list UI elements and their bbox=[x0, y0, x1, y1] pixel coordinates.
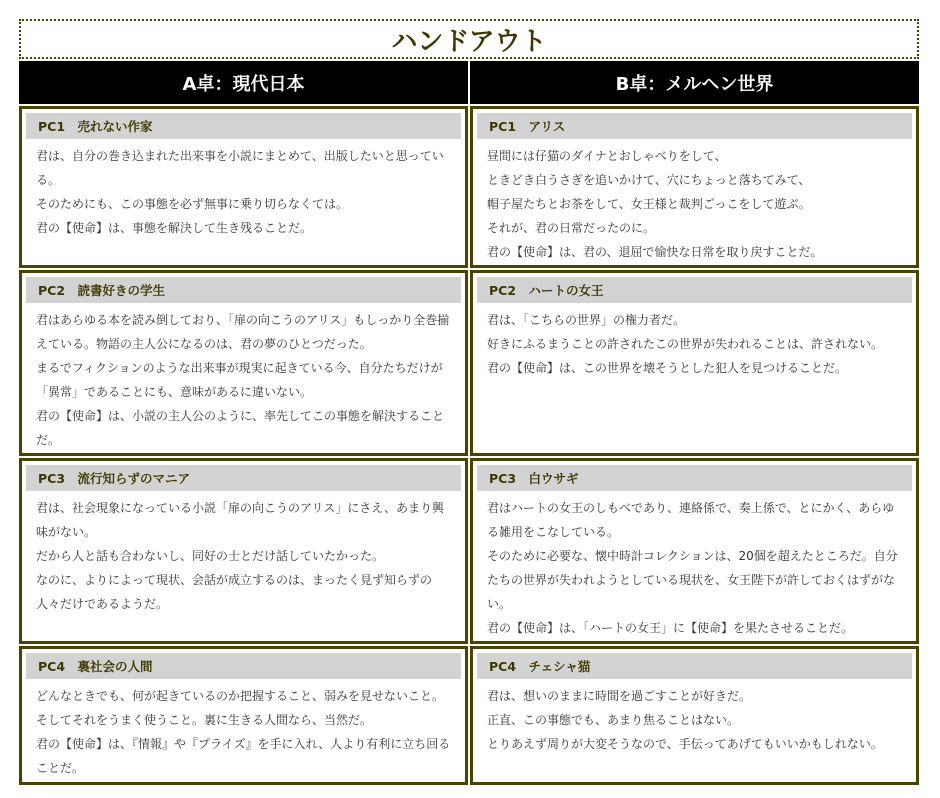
cell-body bbox=[22, 139, 465, 240]
handout-cell-b-pc1 bbox=[470, 106, 919, 268]
cell-body bbox=[473, 303, 916, 380]
cell-heading: PC1 売れない作家 bbox=[26, 113, 461, 139]
cell-line: どんなときでも、何が起きているのか把握すること、弱みを見せないこと。 bbox=[36, 689, 445, 703]
cell-line: 好きにふるまうことの許されたこの世界が失われることは、許されない。 bbox=[487, 337, 884, 351]
cell-heading: PC4 裏社会の人間 bbox=[26, 653, 461, 679]
column-header-a: A卓：現代日本 bbox=[19, 61, 468, 104]
cell-heading: PC2 ハートの女王 bbox=[477, 277, 912, 303]
handout-cell-b-pc3 bbox=[470, 458, 919, 644]
cell-line: 昼間には仔猫のダイナとおしゃべりをして、 bbox=[487, 149, 727, 163]
cell-line: 正直、この事態でも、あまり焦ることはない。 bbox=[487, 713, 740, 727]
cell-heading: PC2 読書好きの学生 bbox=[26, 277, 461, 303]
page-title: ハンドアウト bbox=[19, 19, 919, 59]
cell-line: 君の【使命】は、この世界を壊そうとした犯人を見つけることだ。 bbox=[487, 361, 848, 375]
handout-cell-b-pc4 bbox=[470, 646, 919, 785]
cell-line: 君はハートの女王のしもべであり、連絡係で、奏上係で、とにかく、あらゆる雑用をこなしている。 bbox=[487, 501, 895, 539]
cell-line: そしてそれをうまく使うこと。裏に生きる人間なら、当然だ。 bbox=[36, 713, 373, 727]
cell-line: ときどき白うさぎを追いかけて、穴にちょっと落ちてみて、 bbox=[487, 173, 811, 187]
cell-body bbox=[473, 679, 916, 756]
handout-cell-a-pc2 bbox=[19, 270, 468, 456]
cell-line: 帽子屋たちとお茶をして、女王様と裁判ごっこをして遊ぶ。 bbox=[487, 197, 811, 211]
handout-cell-a-pc1 bbox=[19, 106, 468, 268]
cell-line: だから人と話も合わないし、同好の士とだけ話していたかった。 bbox=[36, 549, 385, 563]
handout-cell-b-pc2 bbox=[470, 270, 919, 456]
cell-line: 君は、社会現象になっている小説「扉の向こうのアリス」にさえ、あまり興味がない。 bbox=[36, 501, 445, 539]
cell-body bbox=[473, 491, 916, 640]
cell-line: なのに、よりによって現状、会話が成立するのは、まったく見ず知らずの人々だけであるようだ。 bbox=[36, 573, 433, 611]
cell-line: 君の【使命】は、「ハートの女王」に【使命】を果たさせることだ。 bbox=[487, 621, 854, 635]
cell-line: そのために必要な、懐中時計コレクションは、20個を超えたところだ。自分たちの世界が失われようとしている現状を、女王陛下が許しておくはずがない。 bbox=[487, 549, 898, 611]
cell-line: 君の【使命】は、『情報』や『プライズ』を手に入れ、人より有利に立ち回ることだ。 bbox=[36, 737, 451, 775]
cell-line: そのためにも、この事態を必ず無事に乗り切らなくては。 bbox=[36, 197, 349, 211]
cell-line: 君の【使命】は、小説の主人公のように、率先してこの事態を解決することだ。 bbox=[36, 409, 445, 447]
cell-line: それが、君の日常だったのに。 bbox=[487, 221, 656, 235]
cell-heading: PC3 流行知らずのマニア bbox=[26, 465, 461, 491]
cell-line: 君は、自分の巻き込まれた出来事を小説にまとめて、出版したいと思っている。 bbox=[36, 149, 444, 187]
cell-line: 君は、「こちらの世界」の権力者だ。 bbox=[487, 313, 686, 327]
cell-body bbox=[22, 491, 465, 616]
cell-line: とりあえず周りが大変そうなので、手伝ってあげてもいいかもしれない。 bbox=[487, 737, 883, 751]
handout-cell-a-pc4 bbox=[19, 646, 468, 785]
cell-heading: PC1 アリス bbox=[477, 113, 912, 139]
cell-body bbox=[22, 303, 465, 452]
handout-cell-a-pc3 bbox=[19, 458, 468, 644]
cell-line: まるでフィクションのような出来事が現実に起きている今、自分たちだけが「異常」であることにも、意味があるに違いない。 bbox=[36, 361, 443, 399]
cell-body bbox=[22, 679, 465, 780]
cell-line: 君の【使命】は、事態を解決して生き残ることだ。 bbox=[36, 221, 313, 235]
column-header-b: B卓：メルヘン世界 bbox=[470, 61, 919, 104]
cell-line: 君は、想いのままに時間を過ごすことが好きだ。 bbox=[487, 689, 752, 703]
cell-line: 君の【使命】は、君の、退屈で愉快な日常を取り戻すことだ。 bbox=[487, 245, 823, 259]
cell-body bbox=[473, 139, 916, 264]
cell-heading: PC3 白ウサギ bbox=[477, 465, 912, 491]
cell-heading: PC4 チェシャ猫 bbox=[477, 653, 912, 679]
cell-line: 君はあらゆる本を読み倒しており、「扉の向こうのアリス」もしっかり全巻揃えている。物語の主人公になるのは、君の夢のひとつだった。 bbox=[36, 313, 450, 351]
